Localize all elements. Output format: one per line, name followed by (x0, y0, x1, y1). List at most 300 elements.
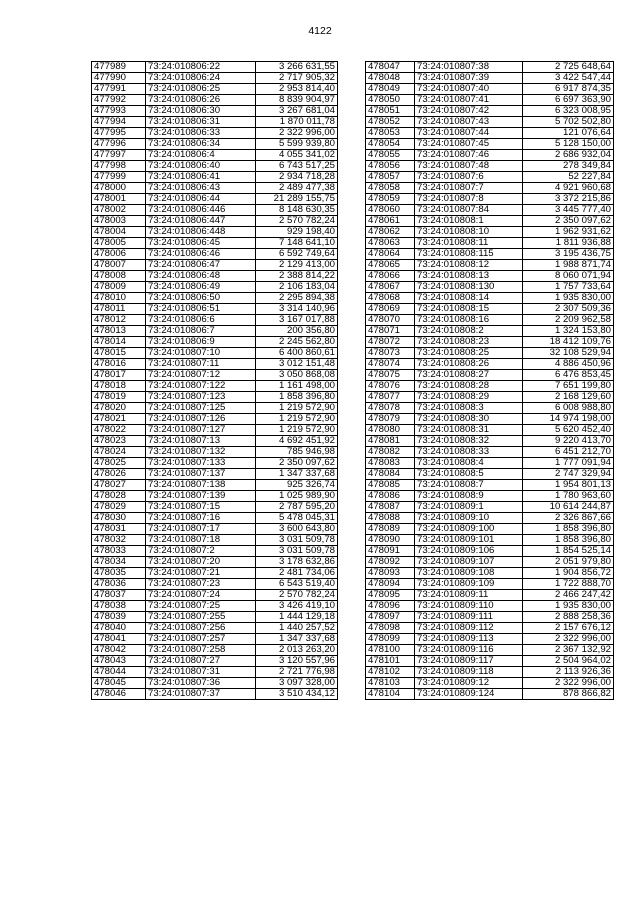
cadastral-number-cell: 73:24:010809:117 (415, 656, 523, 667)
cadastral-value-cell: 2 307 509,36 (523, 304, 614, 315)
row-number-cell: 477991 (92, 84, 146, 95)
cadastral-number-cell: 73:24:010807:37 (146, 689, 256, 700)
cadastral-value-cell: 2 725 648,64 (523, 62, 614, 73)
cadastral-value-cell: 2 129 413,00 (256, 260, 338, 271)
cadastral-value-cell: 9 220 413,70 (523, 436, 614, 447)
table-row (366, 84, 614, 95)
table-row (366, 678, 614, 689)
table-row (366, 73, 614, 84)
table-row (92, 293, 338, 304)
row-number-cell: 478028 (92, 491, 146, 502)
cadastral-value-cell: 2 013 263,20 (256, 645, 338, 656)
row-number-cell: 478017 (92, 370, 146, 381)
cadastral-number-cell: 73:24:010806:33 (146, 128, 256, 139)
cadastral-value-cell: 200 356,80 (256, 326, 338, 337)
cadastral-value-cell: 1 440 257,52 (256, 623, 338, 634)
cadastral-value-cell: 6 008 988,80 (523, 403, 614, 414)
row-number-cell: 478021 (92, 414, 146, 425)
cadastral-number-cell: 73:24:010808:4 (415, 458, 523, 469)
row-number-cell: 478072 (366, 337, 415, 348)
row-number-cell: 478078 (366, 403, 415, 414)
cadastral-number-cell: 73:24:010807:42 (415, 106, 523, 117)
row-number-cell: 477990 (92, 73, 146, 84)
row-number-cell: 478057 (366, 172, 415, 183)
cadastral-value-cell: 1 870 011,78 (256, 117, 338, 128)
cadastral-value-cell: 1 904 856,72 (523, 568, 614, 579)
row-number-cell: 478098 (366, 623, 415, 634)
row-number-cell: 478084 (366, 469, 415, 480)
row-number-cell: 478082 (366, 447, 415, 458)
registry-table-left (91, 61, 338, 700)
row-number-cell: 478036 (92, 579, 146, 590)
table-row (366, 216, 614, 227)
table-row (366, 150, 614, 161)
row-number-cell: 478024 (92, 447, 146, 458)
row-number-cell: 478049 (366, 84, 415, 95)
cadastral-value-cell: 3 314 140,96 (256, 304, 338, 315)
row-number-cell: 478075 (366, 370, 415, 381)
table-row (366, 359, 614, 370)
table-row (366, 172, 614, 183)
cadastral-number-cell: 73:24:010807:123 (146, 392, 256, 403)
table-row (366, 458, 614, 469)
row-number-cell: 478042 (92, 645, 146, 656)
cadastral-number-cell: 73:24:010807:18 (146, 535, 256, 546)
cadastral-value-cell: 878 866,82 (523, 689, 614, 700)
table-row (92, 183, 338, 194)
cadastral-number-cell: 73:24:010806:447 (146, 216, 256, 227)
cadastral-number-cell: 73:24:010806:31 (146, 117, 256, 128)
table-row (92, 128, 338, 139)
row-number-cell: 477994 (92, 117, 146, 128)
cadastral-number-cell: 73:24:010807:256 (146, 623, 256, 634)
table-row (92, 579, 338, 590)
cadastral-value-cell: 2 888 258,36 (523, 612, 614, 623)
cadastral-value-cell: 2 350 097,62 (256, 458, 338, 469)
cadastral-value-cell: 3 266 631,55 (256, 62, 338, 73)
cadastral-value-cell: 1 219 572,90 (256, 403, 338, 414)
table-row (366, 535, 614, 546)
cadastral-value-cell: 21 289 155,75 (256, 194, 338, 205)
cadastral-number-cell: 73:24:010807:20 (146, 557, 256, 568)
row-number-cell: 478043 (92, 656, 146, 667)
table-row (366, 271, 614, 282)
cadastral-number-cell: 73:24:010808:23 (415, 337, 523, 348)
cadastral-value-cell: 7 651 199,80 (523, 381, 614, 392)
row-number-cell: 478093 (366, 568, 415, 579)
cadastral-number-cell: 73:24:010808:3 (415, 403, 523, 414)
cadastral-value-cell: 2 168 129,60 (523, 392, 614, 403)
cadastral-number-cell: 73:24:010807:40 (415, 84, 523, 95)
table-row (366, 260, 614, 271)
cadastral-number-cell: 73:24:010808:15 (415, 304, 523, 315)
table-row (92, 282, 338, 293)
table-row (92, 667, 338, 678)
cadastral-number-cell: 73:24:010807:21 (146, 568, 256, 579)
row-number-cell: 477998 (92, 161, 146, 172)
cadastral-value-cell: 2 209 962,58 (523, 315, 614, 326)
cadastral-value-cell: 2 367 132,92 (523, 645, 614, 656)
cadastral-number-cell: 73:24:010807:13 (146, 436, 256, 447)
row-number-cell: 478032 (92, 535, 146, 546)
cadastral-value-cell: 3 050 868,08 (256, 370, 338, 381)
table-row (92, 656, 338, 667)
table-row (366, 568, 614, 579)
row-number-cell: 478000 (92, 183, 146, 194)
table-row (92, 84, 338, 95)
row-number-cell: 478003 (92, 216, 146, 227)
cadastral-number-cell: 73:24:010806:48 (146, 271, 256, 282)
table-row (366, 502, 614, 513)
table-row (366, 161, 614, 172)
row-number-cell: 478004 (92, 227, 146, 238)
row-number-cell: 478079 (366, 414, 415, 425)
row-number-cell: 477999 (92, 172, 146, 183)
table-row (92, 535, 338, 546)
cadastral-number-cell: 73:24:010806:34 (146, 139, 256, 150)
table-row (92, 568, 338, 579)
row-number-cell: 478018 (92, 381, 146, 392)
table-row (366, 414, 614, 425)
row-number-cell: 478033 (92, 546, 146, 557)
row-number-cell: 478081 (366, 436, 415, 447)
cadastral-number-cell: 73:24:010807:6 (415, 172, 523, 183)
cadastral-value-cell: 1 757 733,64 (523, 282, 614, 293)
cadastral-value-cell: 2 295 894,38 (256, 293, 338, 304)
row-number-cell: 478023 (92, 436, 146, 447)
cadastral-number-cell: 73:24:010807:8 (415, 194, 523, 205)
cadastral-number-cell: 73:24:010809:108 (415, 568, 523, 579)
cadastral-value-cell: 3 510 434,12 (256, 689, 338, 700)
cadastral-value-cell: 2 489 477,38 (256, 183, 338, 194)
table-row (92, 359, 338, 370)
row-number-cell: 478035 (92, 568, 146, 579)
cadastral-value-cell: 4 692 451,92 (256, 436, 338, 447)
cadastral-value-cell: 2 787 595,20 (256, 502, 338, 513)
table-row (366, 95, 614, 106)
table-row (366, 480, 614, 491)
row-number-cell: 478097 (366, 612, 415, 623)
row-number-cell: 478071 (366, 326, 415, 337)
row-number-cell: 478094 (366, 579, 415, 590)
cadastral-number-cell: 73:24:010807:45 (415, 139, 523, 150)
row-number-cell: 478016 (92, 359, 146, 370)
cadastral-value-cell: 2 326 867,66 (523, 513, 614, 524)
cadastral-value-cell: 929 198,40 (256, 227, 338, 238)
cadastral-value-cell: 2 953 814,40 (256, 84, 338, 95)
table-row (92, 249, 338, 260)
table-row (92, 491, 338, 502)
cadastral-number-cell: 73:24:010807:12 (146, 370, 256, 381)
cadastral-number-cell: 73:24:010807:15 (146, 502, 256, 513)
cadastral-number-cell: 73:24:010807:139 (146, 491, 256, 502)
row-number-cell: 478038 (92, 601, 146, 612)
cadastral-number-cell: 73:24:010807:36 (146, 678, 256, 689)
table-row (366, 337, 614, 348)
table-row (366, 524, 614, 535)
cadastral-number-cell: 73:24:010807:2 (146, 546, 256, 557)
row-number-cell: 478065 (366, 260, 415, 271)
row-number-cell: 478009 (92, 282, 146, 293)
cadastral-number-cell: 73:24:010809:111 (415, 612, 523, 623)
cadastral-number-cell: 73:24:010808:10 (415, 227, 523, 238)
cadastral-value-cell: 278 349,84 (523, 161, 614, 172)
cadastral-number-cell: 73:24:010807:10 (146, 348, 256, 359)
row-number-cell: 477989 (92, 62, 146, 73)
table-row (366, 106, 614, 117)
table-row (92, 161, 338, 172)
cadastral-number-cell: 73:24:010807:46 (415, 150, 523, 161)
table-row (366, 447, 614, 458)
cadastral-value-cell: 1 954 801,13 (523, 480, 614, 491)
cadastral-number-cell: 73:24:010807:257 (146, 634, 256, 645)
cadastral-value-cell: 4 886 450,96 (523, 359, 614, 370)
cadastral-value-cell: 6 743 517,25 (256, 161, 338, 172)
table-row (366, 326, 614, 337)
cadastral-number-cell: 73:24:010809:112 (415, 623, 523, 634)
table-row (366, 557, 614, 568)
cadastral-number-cell: 73:24:010809:12 (415, 678, 523, 689)
row-number-cell: 478026 (92, 469, 146, 480)
table-row (92, 227, 338, 238)
table-row (366, 194, 614, 205)
row-number-cell: 477996 (92, 139, 146, 150)
cadastral-number-cell: 73:24:010808:30 (415, 414, 523, 425)
cadastral-number-cell: 73:24:010808:13 (415, 271, 523, 282)
cadastral-value-cell: 6 543 519,40 (256, 579, 338, 590)
table-row (92, 557, 338, 568)
table-row (92, 546, 338, 557)
cadastral-value-cell: 2 504 964,02 (523, 656, 614, 667)
row-number-cell: 478013 (92, 326, 146, 337)
cadastral-number-cell: 73:24:010808:25 (415, 348, 523, 359)
row-number-cell: 478076 (366, 381, 415, 392)
cadastral-value-cell: 3 426 419,10 (256, 601, 338, 612)
cadastral-number-cell: 73:24:010806:50 (146, 293, 256, 304)
table-row (92, 469, 338, 480)
cadastral-number-cell: 73:24:010807:23 (146, 579, 256, 590)
table-row (92, 634, 338, 645)
cadastral-value-cell: 2 686 932,04 (523, 150, 614, 161)
table-row (92, 590, 338, 601)
row-number-cell: 478073 (366, 348, 415, 359)
row-number-cell: 478029 (92, 502, 146, 513)
row-number-cell: 478034 (92, 557, 146, 568)
row-number-cell: 478015 (92, 348, 146, 359)
cadastral-value-cell: 1 444 129,18 (256, 612, 338, 623)
table-row (92, 601, 338, 612)
cadastral-number-cell: 73:24:010808:26 (415, 359, 523, 370)
row-number-cell: 478090 (366, 535, 415, 546)
row-number-cell: 478002 (92, 205, 146, 216)
row-number-cell: 478066 (366, 271, 415, 282)
cadastral-value-cell: 18 412 109,76 (523, 337, 614, 348)
registry-table-right (365, 61, 614, 700)
table-row (366, 238, 614, 249)
cadastral-number-cell: 73:24:010808:33 (415, 447, 523, 458)
cadastral-number-cell: 73:24:010807:41 (415, 95, 523, 106)
row-number-cell: 478074 (366, 359, 415, 370)
table-row (92, 304, 338, 315)
table-row (366, 667, 614, 678)
cadastral-number-cell: 73:24:010807:7 (415, 183, 523, 194)
table-row (92, 139, 338, 150)
table-row (92, 216, 338, 227)
cadastral-number-cell: 73:24:010806:448 (146, 227, 256, 238)
cadastral-value-cell: 1 858 396,80 (256, 392, 338, 403)
cadastral-number-cell: 73:24:010806:41 (146, 172, 256, 183)
row-number-cell: 478058 (366, 183, 415, 194)
table-row (92, 106, 338, 117)
cadastral-value-cell: 2 113 926,36 (523, 667, 614, 678)
table-row (92, 95, 338, 106)
row-number-cell: 478053 (366, 128, 415, 139)
row-number-cell: 478014 (92, 337, 146, 348)
table-row (366, 183, 614, 194)
row-number-cell: 478027 (92, 480, 146, 491)
row-number-cell: 478102 (366, 667, 415, 678)
table-row (366, 282, 614, 293)
cadastral-value-cell: 1 161 498,00 (256, 381, 338, 392)
cadastral-number-cell: 73:24:010807:11 (146, 359, 256, 370)
table-row (366, 623, 614, 634)
cadastral-number-cell: 73:24:010808:130 (415, 282, 523, 293)
cadastral-number-cell: 73:24:010808:27 (415, 370, 523, 381)
row-number-cell: 478089 (366, 524, 415, 535)
table-row (92, 612, 338, 623)
cadastral-value-cell: 1 935 830,00 (523, 293, 614, 304)
cadastral-number-cell: 73:24:010806:49 (146, 282, 256, 293)
cadastral-value-cell: 5 599 939,80 (256, 139, 338, 150)
row-number-cell: 478099 (366, 634, 415, 645)
cadastral-value-cell: 3 012 151,48 (256, 359, 338, 370)
row-number-cell: 478056 (366, 161, 415, 172)
table-row (366, 139, 614, 150)
cadastral-value-cell: 3 195 436,75 (523, 249, 614, 260)
table-row (366, 656, 614, 667)
row-number-cell: 478062 (366, 227, 415, 238)
cadastral-number-cell: 73:24:010807:24 (146, 590, 256, 601)
table-row (92, 205, 338, 216)
cadastral-number-cell: 73:24:010807:43 (415, 117, 523, 128)
row-number-cell: 478096 (366, 601, 415, 612)
cadastral-number-cell: 73:24:010806:44 (146, 194, 256, 205)
table-row (92, 480, 338, 491)
table-row (366, 546, 614, 557)
cadastral-value-cell: 1 780 963,60 (523, 491, 614, 502)
cadastral-value-cell: 3 031 509,78 (256, 546, 338, 557)
cadastral-value-cell: 1 777 091,94 (523, 458, 614, 469)
cadastral-number-cell: 73:24:010809:116 (415, 645, 523, 656)
table-row (92, 172, 338, 183)
row-number-cell: 478054 (366, 139, 415, 150)
cadastral-value-cell: 1 347 337,68 (256, 634, 338, 645)
row-number-cell: 478068 (366, 293, 415, 304)
cadastral-number-cell: 73:24:010806:43 (146, 183, 256, 194)
table-row (92, 403, 338, 414)
table-row (366, 689, 614, 700)
cadastral-value-cell: 4 921 960,68 (523, 183, 614, 194)
cadastral-value-cell: 1 219 572,90 (256, 425, 338, 436)
cadastral-number-cell: 73:24:010809:109 (415, 579, 523, 590)
cadastral-number-cell: 73:24:010809:106 (415, 546, 523, 557)
cadastral-value-cell: 7 148 641,10 (256, 238, 338, 249)
row-number-cell: 478020 (92, 403, 146, 414)
cadastral-value-cell: 1 935 830,00 (523, 601, 614, 612)
row-number-cell: 478077 (366, 392, 415, 403)
cadastral-number-cell: 73:24:010809:118 (415, 667, 523, 678)
row-number-cell: 478103 (366, 678, 415, 689)
cadastral-value-cell: 2 570 782,24 (256, 216, 338, 227)
cadastral-number-cell: 73:24:010806:47 (146, 260, 256, 271)
cadastral-value-cell: 2 747 329,94 (523, 469, 614, 480)
cadastral-number-cell: 73:24:010808:28 (415, 381, 523, 392)
cadastral-number-cell: 73:24:010806:22 (146, 62, 256, 73)
cadastral-value-cell: 1 811 936,88 (523, 238, 614, 249)
row-number-cell: 478046 (92, 689, 146, 700)
table-row (366, 370, 614, 381)
cadastral-value-cell: 1 962 931,62 (523, 227, 614, 238)
cadastral-value-cell: 2 466 247,42 (523, 590, 614, 601)
cadastral-number-cell: 73:24:010806:446 (146, 205, 256, 216)
cadastral-number-cell: 73:24:010807:258 (146, 645, 256, 656)
cadastral-number-cell: 73:24:010807:39 (415, 73, 523, 84)
cadastral-number-cell: 73:24:010806:30 (146, 106, 256, 117)
cadastral-number-cell: 73:24:010807:17 (146, 524, 256, 535)
cadastral-number-cell: 73:24:010808:16 (415, 315, 523, 326)
cadastral-value-cell: 1 219 572,90 (256, 414, 338, 425)
cadastral-value-cell: 1 025 989,90 (256, 491, 338, 502)
cadastral-number-cell: 73:24:010806:46 (146, 249, 256, 260)
cadastral-value-cell: 32 108 529,94 (523, 348, 614, 359)
table-row (92, 370, 338, 381)
row-number-cell: 478086 (366, 491, 415, 502)
table-row (366, 62, 614, 73)
table-row (92, 381, 338, 392)
cadastral-number-cell: 73:24:010808:1 (415, 216, 523, 227)
row-number-cell: 478104 (366, 689, 415, 700)
row-number-cell: 478052 (366, 117, 415, 128)
cadastral-number-cell: 73:24:010809:107 (415, 557, 523, 568)
row-number-cell: 478064 (366, 249, 415, 260)
cadastral-value-cell: 2 322 996,00 (256, 128, 338, 139)
cadastral-value-cell: 8 060 071,94 (523, 271, 614, 282)
table-row (92, 150, 338, 161)
row-number-cell: 478012 (92, 315, 146, 326)
table-row (92, 447, 338, 458)
cadastral-number-cell: 73:24:010807:132 (146, 447, 256, 458)
table-row (92, 689, 338, 700)
cadastral-number-cell: 73:24:010806:9 (146, 337, 256, 348)
row-number-cell: 478047 (366, 62, 415, 73)
row-number-cell: 478092 (366, 557, 415, 568)
cadastral-value-cell: 2 481 734,06 (256, 568, 338, 579)
table-row (366, 513, 614, 524)
cadastral-number-cell: 73:24:010808:7 (415, 480, 523, 491)
cadastral-value-cell: 3 167 017,88 (256, 315, 338, 326)
row-number-cell: 478039 (92, 612, 146, 623)
cadastral-value-cell: 6 323 008,95 (523, 106, 614, 117)
table-row (92, 502, 338, 513)
cadastral-value-cell: 5 478 045,31 (256, 513, 338, 524)
row-number-cell: 478088 (366, 513, 415, 524)
cadastral-value-cell: 2 721 776,98 (256, 667, 338, 678)
cadastral-value-cell: 2 717 905,32 (256, 73, 338, 84)
cadastral-number-cell: 73:24:010809:1 (415, 502, 523, 513)
cadastral-value-cell: 3 097 328,00 (256, 678, 338, 689)
cadastral-number-cell: 73:24:010806:7 (146, 326, 256, 337)
row-number-cell: 478041 (92, 634, 146, 645)
